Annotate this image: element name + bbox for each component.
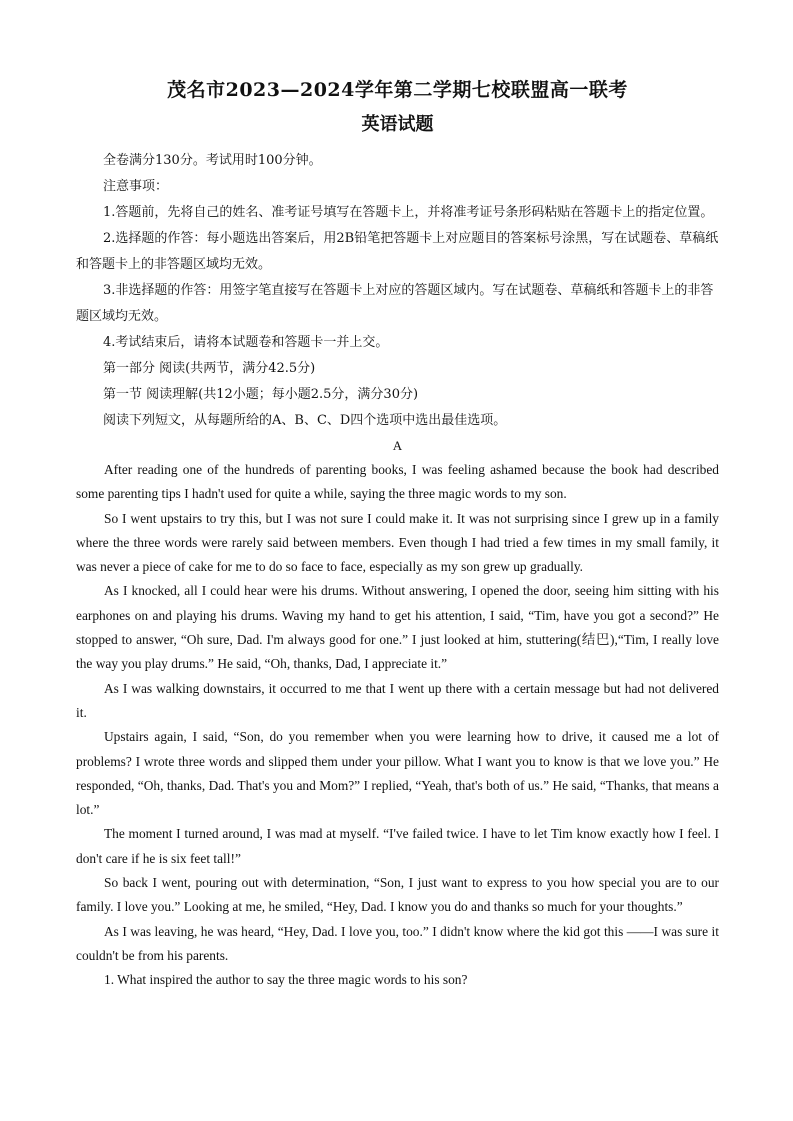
instruction-item-4: 4.考试结束后，请将本试题卷和答题卡一并上交。 xyxy=(103,335,389,350)
passage-paragraph: The moment I turned around, I was mad at myself. “I've failed twice. I have to let Tim know exactly how I feel. I don't care if he is six feet tall!” xyxy=(76,826,719,866)
passage-paragraph: As I knocked, all I could hear were his drums. Without answering, I opened the door, seeing him sitting with his earphones on and playing his drums. Waving my hand to get his attention, I said, “Tim, have you got a second?” He stopped to answer, “Oh sure, Dad. I'm always good for one.” I just looked at him, stuttering(结巴),“Tim, I really love the way you play drums.” He said, “Oh, thanks, Dad, I appreciate it.” xyxy=(76,583,719,672)
section-heading: 第一节 阅读理解(共12小题；每小题2.5分，满分30分) xyxy=(103,387,419,402)
passage-paragraph: As I was walking downstairs, it occurred to me that I went up there with a certain message but had not delivered it. xyxy=(76,680,719,720)
passage-paragraph: Upstairs again, I said, “Son, do you remember when you were learning how to drive, it caused me a lot of problems? I wrote three words and slipped them under your pillow. What I want you to know is that we love you.” He responded, “Oh, thanks, Dad. That's you and Mom?” I replied, “Yeah, that's both of us.” He said, “Thanks, that means a lot.” xyxy=(76,729,719,818)
passage-paragraph: After reading one of the hundreds of parenting books, I was feeling ashamed because the book had described some parenting tips I hadn't used for quite a while, saying the three magic words to my son. xyxy=(76,462,719,502)
passage-paragraph: So I went upstairs to try this, but I was not sure I could make it. It was not surprising since I grew up in a family where the three words were rarely said between members. Even though I had tried a few times in my small family, it was never a piece of cake for me to do so face to face, especially as my son grew up gradually. xyxy=(76,510,719,575)
instruction-item-1: 1.答题前，先将自己的姓名、准考证号填写在答题卡上，并将准考证号条形码粘贴在答题卡上的指定位置。 xyxy=(103,205,714,220)
instruction-item-2: 2.选择题的作答：每小题选出答案后，用2B铅笔把答题卡上对应题目的答案标号涂黑，写在试题卷、草稿纸和答题卡上的非答题区域均无效。 xyxy=(76,231,719,272)
passage-paragraph: As I was leaving, he was heard, “Hey, Dad. I love you, too.” I didn't know where the kid got this ——I was sure it couldn't be from his parents. xyxy=(76,923,719,963)
question-1: 1. What inspired the author to say the three magic words to his son? xyxy=(104,972,468,988)
exam-title: 茂名市2023—2024学年第二学期七校联盟高一联考 xyxy=(167,79,628,101)
instructions-block xyxy=(76,148,719,434)
reading-passage xyxy=(76,458,719,968)
part-heading: 第一部分 阅读(共两节，满分42.5分) xyxy=(103,361,316,376)
passage-paragraph: So back I went, pouring out with determination, “Son, I just want to express to you how special you are to our family. I love you.” Looking at me, he smiled, “Hey, Dad. I know you do and thanks so much for your thoughts.” xyxy=(76,875,719,915)
instruction-item-3: 3.非选择题的作答：用签字笔直接写在答题卡上对应的答题区域内。写在试题卷、草稿纸和答题卡上的非答题区域均无效。 xyxy=(76,283,714,324)
score-time-line: 全卷满分130分。考试用时100分钟。 xyxy=(103,153,322,168)
notes-heading: 注意事项： xyxy=(103,179,169,194)
passage-letter: A xyxy=(392,438,403,453)
exam-subtitle: 英语试题 xyxy=(361,114,434,135)
directions-text: 阅读下列短文，从每题所给的A、B、C、D四个选项中选出最佳选项。 xyxy=(103,413,507,428)
